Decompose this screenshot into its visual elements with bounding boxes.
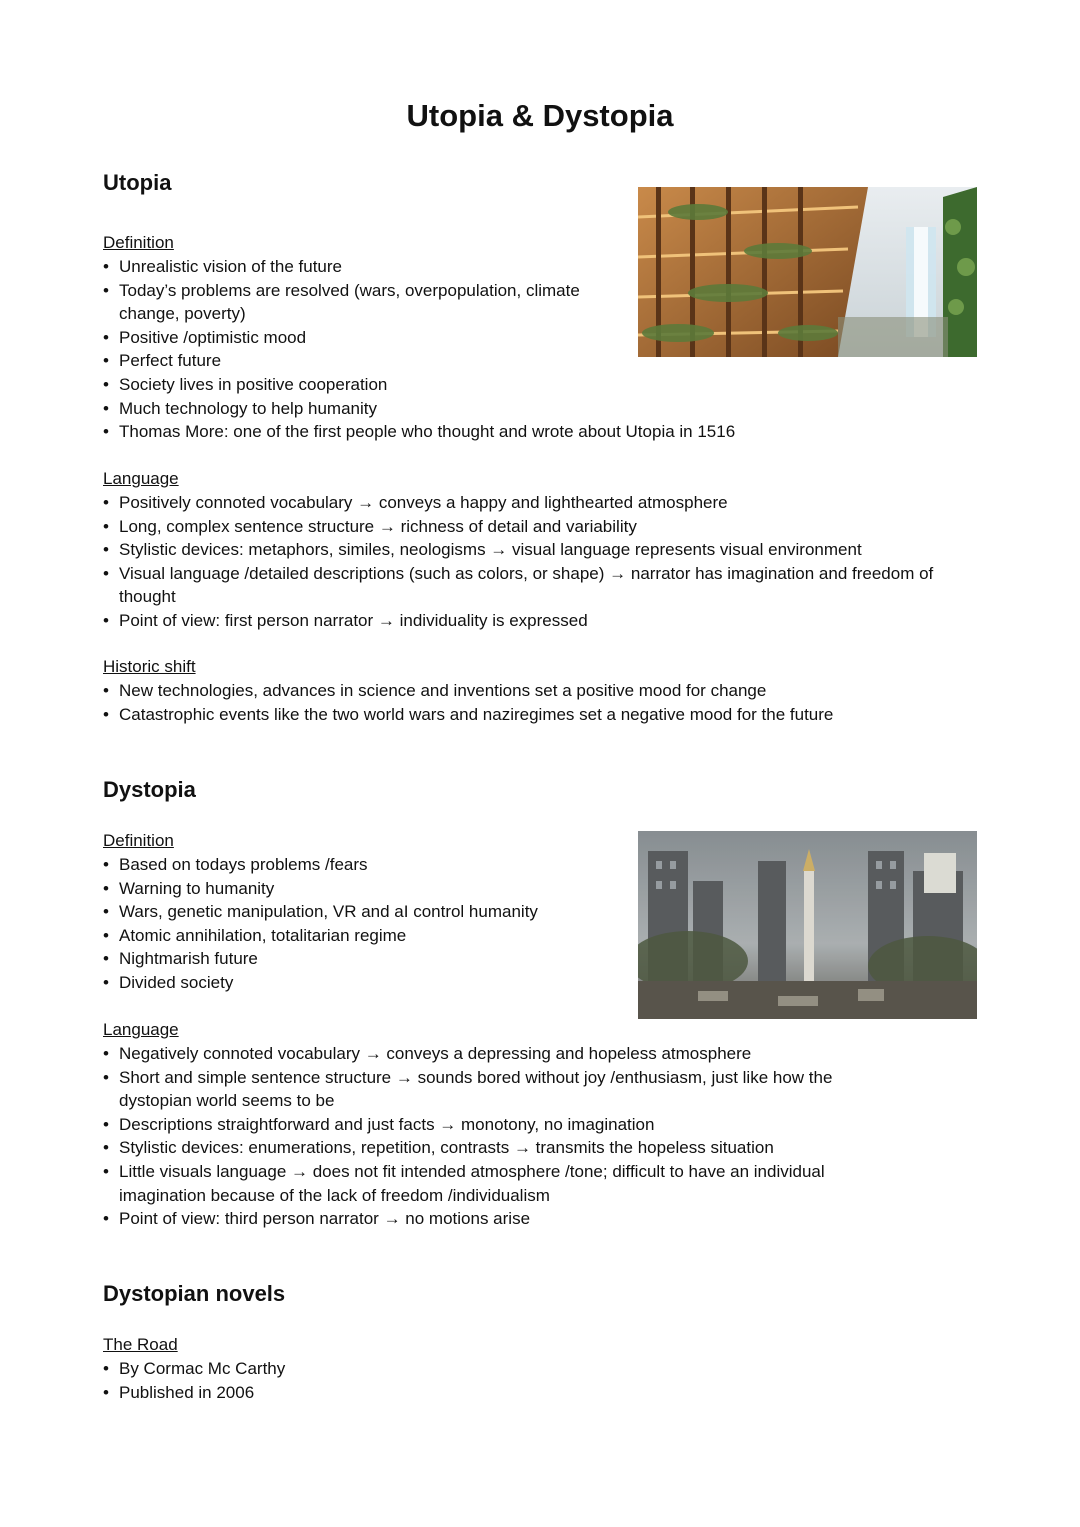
- the-road-list: [103, 1357, 703, 1404]
- list-item: • Society lives in positive cooperation: [103, 373, 623, 397]
- list-item: • Little visuals language → does not fit intended atmosphere /tone; difficult to have an individual imagination because of the lack of freedom /individualism: [103, 1160, 903, 1207]
- list-item: • Catastrophic events like the two world wars and naziregimes set a negative mood for the future: [103, 703, 973, 727]
- list-item: • Descriptions straightforward and just facts → monotony, no imagination: [103, 1113, 903, 1137]
- list-item: • Point of view: first person narrator → individuality is expressed: [103, 609, 973, 633]
- list-item: • Today’s problems are resolved (wars, overpopulation, climate change, poverty): [103, 279, 623, 326]
- list-item: • Thomas More: one of the first people who thought and wrote about Utopia in 1516: [103, 420, 623, 444]
- utopia-language-label: Language: [103, 469, 179, 488]
- dystopia-image: [638, 831, 977, 1019]
- dystopia-language-list: [103, 1042, 903, 1231]
- list-item: • By Cormac Mc Carthy: [103, 1357, 703, 1381]
- the-road-label: The Road: [103, 1335, 178, 1354]
- page-title: Utopia & Dystopia: [406, 98, 674, 133]
- list-item: • Long, complex sentence structure → richness of detail and variability: [103, 515, 973, 539]
- dystopia-definition-label: Definition: [103, 831, 174, 850]
- list-item: • Perfect future: [103, 349, 623, 373]
- novels-heading: Dystopian novels: [103, 1281, 286, 1306]
- dystopia-definition-list: [103, 853, 623, 995]
- utopia-definition-list: [103, 255, 736, 444]
- list-item: • Based on todays problems /fears: [103, 853, 623, 877]
- dystopia-language-label: Language: [103, 1020, 179, 1039]
- list-item: • Published in 2006: [103, 1381, 703, 1405]
- utopia-historic-shift-list: [103, 679, 973, 726]
- list-item: • Nightmarish future: [103, 947, 623, 971]
- list-item: • Wars, genetic manipulation, VR and aI control humanity: [103, 900, 623, 924]
- list-item: • Stylistic devices: enumerations, repetition, contrasts → transmits the hopeless situation: [103, 1136, 903, 1160]
- list-item: • Positively connoted vocabulary → conveys a happy and lighthearted atmosphere: [103, 491, 973, 515]
- list-item: • Much technology to help humanity: [103, 397, 623, 421]
- list-item: • Visual language /detailed descriptions (such as colors, or shape) → narrator has imagination and freedom of thought: [103, 562, 973, 609]
- utopia-historic-shift-label: Historic shift: [103, 657, 196, 676]
- list-item: • Unrealistic vision of the future: [103, 255, 623, 279]
- list-item: • Point of view: third person narrator → no motions arise: [103, 1207, 903, 1231]
- list-item: • Divided society: [103, 971, 623, 995]
- list-item: • Stylistic devices: metaphors, similes, neologisms → visual language represents visual environment: [103, 538, 973, 562]
- utopia-heading: Utopia: [103, 170, 172, 195]
- list-item: • Atomic annihilation, totalitarian regime: [103, 924, 623, 948]
- list-item: • New technologies, advances in science and inventions set a positive mood for change: [103, 679, 973, 703]
- list-item: • Positive /optimistic mood: [103, 326, 623, 350]
- dystopia-heading: Dystopia: [103, 777, 196, 802]
- list-item: • Warning to humanity: [103, 877, 623, 901]
- utopia-image: [638, 187, 977, 357]
- list-item: • Short and simple sentence structure → sounds bored without joy /enthusiasm, just like how the dystopian world seems to be: [103, 1066, 903, 1113]
- list-item: • Negatively connoted vocabulary → conveys a depressing and hopeless atmosphere: [103, 1042, 903, 1066]
- utopia-definition-label: Definition: [103, 233, 174, 252]
- utopia-language-list: [103, 491, 973, 633]
